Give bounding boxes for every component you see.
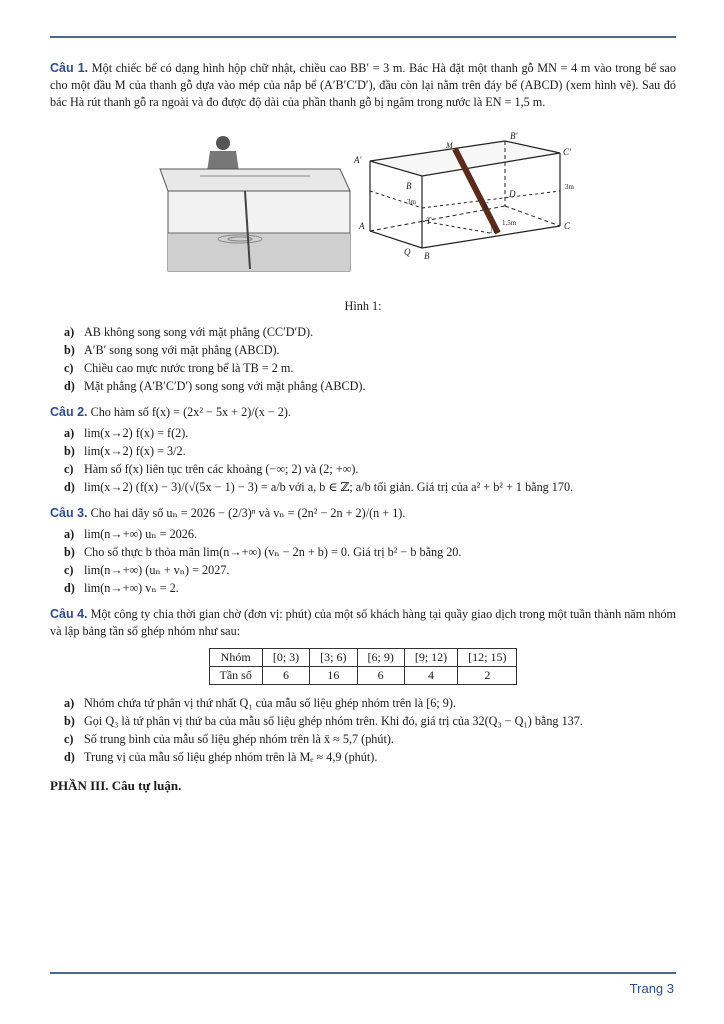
- table-cell: 6: [262, 667, 309, 685]
- page-content: [50, 60, 676, 794]
- table-cell: 16: [310, 667, 357, 685]
- q2-option-d: d) lim(x→2) (f(x) − 3)/(√(5x − 1) − 3) = a/b với a, b ∈ ℤ; a/b tối giản. Giá trị của a² + b² + 1 bằng 170.: [64, 480, 574, 494]
- question-3-text: Cho hai dãy số uₙ = 2026 − (2/3)ⁿ và vₙ = (2n² − 2n + 2)/(n + 1).: [90, 506, 406, 520]
- table-cell: Nhóm: [209, 649, 262, 667]
- question-3-heading: Câu 3.: [50, 506, 88, 520]
- frequency-table: [209, 648, 518, 685]
- q2-option-c: c) Hàm số f(x) liên tục trên các khoảng (−∞; 2) và (2; +∞).: [64, 462, 359, 476]
- fig-label-e: E: [483, 201, 489, 211]
- question-2-heading: Câu 2.: [50, 405, 88, 419]
- fig-label-b1: B′: [510, 131, 518, 141]
- fig-label-c: C: [564, 221, 571, 231]
- q1-option-d: d) Mặt phẳng (A′B′C′D′) song song với mặt phẳng (ABCD).: [64, 379, 366, 393]
- fig-label-3m-left: 3m: [407, 198, 416, 206]
- figure-1: [50, 121, 676, 291]
- table-cell: [3; 6): [310, 649, 357, 667]
- q4-option-a: a) Nhóm chứa tứ phân vị thứ nhất Q₁ của mẫu số liệu ghép nhóm trên là [6; 9).: [64, 696, 457, 710]
- table-cell: Tần số: [209, 667, 262, 685]
- table-cell: [12; 15): [458, 649, 517, 667]
- q2-option-a: a) lim(x→2) f(x) = f(2).: [64, 426, 189, 440]
- q2-option-b: b) lim(x→2) f(x) = 3/2.: [64, 444, 186, 458]
- fig-label-b: B: [406, 181, 412, 191]
- fig-label-a1: A′: [354, 155, 362, 165]
- question-1-heading: Câu 1.: [50, 61, 89, 75]
- table-cell: [0; 3): [262, 649, 309, 667]
- page-number: Trang 3: [629, 981, 674, 996]
- question-2-text: Cho hàm số f(x) = (2x² − 5x + 2)/(x − 2).: [90, 405, 291, 419]
- fig-label-q: Q: [404, 247, 411, 257]
- fig-label-b-bottom: B: [424, 251, 430, 261]
- question-1-options: [64, 324, 676, 395]
- q3-option-d: d) lim(n→+∞) vₙ = 2.: [64, 581, 179, 595]
- table-cell: [9; 12): [404, 649, 457, 667]
- table-cell: [6; 9): [357, 649, 404, 667]
- question-3-options: [64, 526, 676, 597]
- q1-option-c: c) Chiều cao mực nước trong bể là TB = 2 m.: [64, 361, 294, 375]
- fig-label-n: N: [490, 225, 497, 235]
- question-3: [50, 505, 676, 522]
- section-heading: PHẦN III. Câu tự luận.: [50, 778, 182, 793]
- fig-label-a: A: [359, 221, 365, 231]
- q3-option-c: c) lim(n→+∞) (uₙ + vₙ) = 2027.: [64, 563, 230, 577]
- q3-option-a: a) lim(n→+∞) uₙ = 2026.: [64, 527, 198, 541]
- q4-option-c: c) Số trung bình của mẫu số liệu ghép nhóm trên là x̄ ≈ 5,7 (phút).: [64, 732, 394, 746]
- question-2-options: [64, 425, 676, 496]
- fig-label-3m-right: 3m: [565, 183, 574, 191]
- top-rule: [50, 36, 676, 38]
- fig-label-c1: C′: [563, 147, 571, 157]
- question-4-options: [64, 695, 676, 766]
- question-4: [50, 606, 676, 640]
- question-1: [50, 60, 676, 111]
- question-2: [50, 404, 676, 421]
- table-cell: 6: [357, 667, 404, 685]
- bottom-rule: [50, 972, 676, 974]
- table-cell: 4: [404, 667, 457, 685]
- figure-1-caption: Hình 1:: [344, 299, 382, 313]
- question-4-text: Một công ty chia thời gian chờ (đơn vị: phút) của một số khách hàng tại quầy giao dịch trong một tuần thành năm nhóm và lập bảng tần số ghép nhóm như sau:: [50, 607, 677, 638]
- q4-option-d: d) Trung vị của mẫu số liệu ghép nhóm trên là Mₑ ≈ 4,9 (phút).: [64, 750, 378, 764]
- fig-label-t: T: [426, 216, 432, 226]
- fig-label-d: D: [509, 189, 516, 199]
- table-cell: 2: [458, 667, 517, 685]
- table-row-groups: [209, 649, 517, 667]
- box-diagram: [370, 141, 560, 248]
- fig-label-15m: 1,5m: [502, 219, 517, 227]
- q1-option-b: b) A′B′ song song với mặt phẳng (ABCD).: [64, 343, 280, 357]
- question-1-text: Một chiếc bể có dạng hình hộp chữ nhật, chiều cao BB′ = 3 m. Bác Hà đặt một thanh gỗ MN = 4 m vào trong bể sao cho một đầu M của thanh gỗ dựa vào mép của nắp bể (A′B′C′D′), đầu còn lại nằm trên đáy bể (ABCD) (xem hình vẽ). Sau đó bác Hà rút thanh gỗ ra ngoài và đo được độ dài của phần thanh gỗ bị ngâm trong nước là EN = 1,5 m.: [50, 61, 676, 109]
- question-4-heading: Câu 4.: [50, 607, 88, 621]
- table-row-frequencies: [209, 667, 517, 685]
- fig-label-m: M: [446, 141, 453, 150]
- tank-photo-illustration: [50, 121, 676, 291]
- q3-option-b: b) Cho số thực b thỏa mãn lim(n→+∞) (vₙ − 2n + b) = 0. Giá trị b² − b bằng 20.: [64, 545, 462, 559]
- q4-option-b: b) Gọi Q₃ là tứ phân vị thứ ba của mẫu số liệu ghép nhóm trên. Khi đó, giá trị của 32(Q₃ − Q₁) bằng 137.: [64, 714, 583, 728]
- q1-option-a: a) AB không song song với mặt phẳng (CC′D′D).: [64, 325, 314, 339]
